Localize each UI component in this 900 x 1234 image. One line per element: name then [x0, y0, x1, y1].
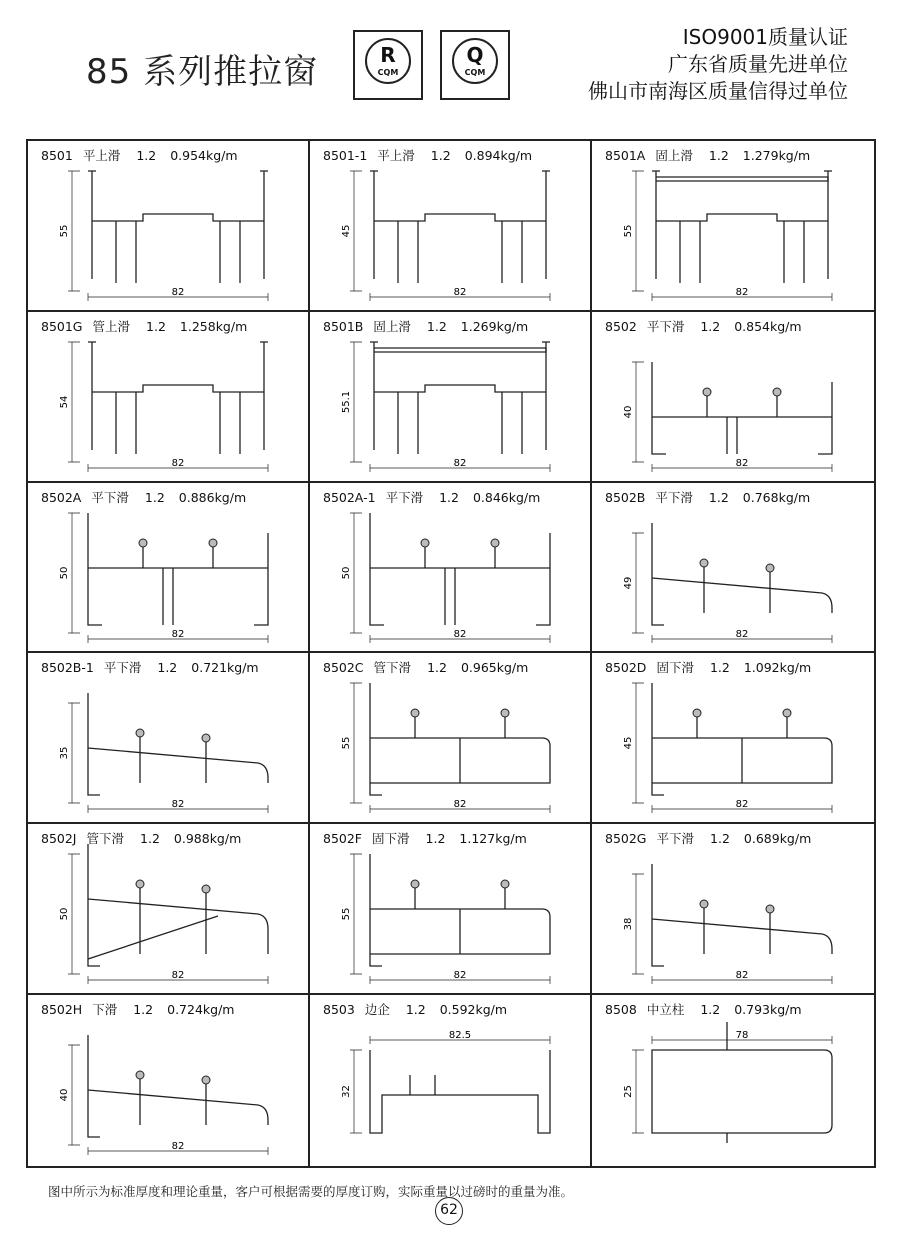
profile-thickness: 1.2: [430, 148, 451, 163]
profile-thickness: 1.2: [136, 148, 157, 163]
width-dimension-label: 82: [171, 799, 185, 811]
profile-thickness: 1.2: [146, 318, 166, 334]
profile-weight: 0.721kg/m: [191, 660, 259, 676]
profile-code: 8502F: [323, 831, 363, 847]
logo-mark: Q: [466, 43, 484, 67]
width-dimension-label: 82: [453, 970, 467, 982]
profile-thickness: 1.2: [710, 831, 730, 847]
profile-outline: [374, 385, 546, 392]
profile-bulb: [700, 900, 708, 908]
profile-outline: [140, 1079, 206, 1125]
profile-outline: [370, 854, 550, 966]
profile-bulb: [766, 564, 774, 572]
profile-weight: 0.854kg/m: [734, 318, 802, 334]
height-dimension-label: 55.1: [341, 390, 352, 413]
height-dimension-label: 40: [59, 1088, 70, 1102]
profile-bulb: [136, 1071, 144, 1079]
profile-weight: 0.793kg/m: [734, 1002, 802, 1018]
profile-outline: [116, 221, 240, 283]
profile-cell: [592, 995, 874, 1166]
profile-bulb: [501, 880, 509, 888]
profile-cell: [310, 141, 592, 312]
profile-outline: [652, 683, 832, 795]
width-dimension-label: 82: [735, 457, 749, 469]
profile-drawing: [28, 141, 310, 309]
width-dimension-label: 78: [735, 1030, 749, 1042]
profile-thickness: 1.2: [405, 1002, 426, 1018]
quality-mark-q-icon: [440, 30, 510, 100]
height-dimension-label: 50: [59, 566, 70, 580]
profile-weight: 0.689kg/m: [743, 831, 812, 847]
height-dimension-label: 25: [623, 1085, 634, 1099]
profile-outline: [652, 1050, 832, 1133]
profile-outline: [163, 568, 173, 625]
profile-drawing: [310, 653, 592, 821]
profile-name: 固上滑: [373, 318, 411, 334]
profile-bulb: [202, 1076, 210, 1084]
profile-drawing: [592, 653, 874, 821]
profile-outline: [370, 683, 550, 795]
profile-thickness: 1.2: [140, 831, 160, 847]
height-dimension-label: 40: [623, 405, 634, 419]
profile-bulb: [421, 539, 429, 547]
height-dimension-label: 55: [59, 224, 70, 238]
profile-thickness: 1.2: [700, 318, 721, 334]
profile-thickness: 1.2: [133, 1002, 154, 1018]
profile-outline: [398, 221, 522, 283]
width-dimension-label: 82: [735, 628, 749, 640]
profile-cell: [592, 824, 874, 995]
profile-outline: [680, 221, 804, 283]
profile-thickness: 1.2: [157, 660, 178, 676]
height-dimension-label: 50: [341, 566, 352, 580]
profile-weight: 0.886kg/m: [178, 489, 247, 505]
height-dimension-label: 45: [341, 224, 352, 238]
height-dimension-label: 55: [341, 907, 352, 921]
profile-name: 管下滑: [86, 831, 125, 847]
profile-outline: [707, 396, 777, 417]
profile-weight: 0.988kg/m: [173, 831, 242, 847]
profile-code: 8501-1: [323, 148, 368, 163]
profile-outline: [370, 342, 550, 450]
profile-outline: [425, 547, 495, 568]
profile-bulb: [136, 729, 144, 737]
profile-cell: [310, 312, 592, 483]
certifications: [588, 24, 848, 105]
profile-name: 平下滑: [91, 489, 129, 505]
profile-outline: [652, 864, 832, 966]
profile-name: 固上滑: [655, 148, 693, 163]
profile-code: 8502A: [41, 489, 82, 505]
profile-drawing: [592, 995, 874, 1163]
height-dimension-label: 32: [341, 1085, 352, 1099]
profile-code: 8508: [605, 1002, 637, 1018]
page-title: 85 系列推拉窗: [86, 52, 319, 92]
profile-cell: [28, 824, 310, 995]
profile-drawing: [28, 312, 310, 480]
profile-outline: [88, 916, 218, 959]
profile-drawing: [310, 995, 592, 1163]
profile-bulb: [703, 388, 711, 396]
profile-outline: [88, 513, 268, 625]
profile-outline: [652, 362, 832, 454]
profile-code: 8502G: [605, 831, 647, 847]
page-number: 62: [435, 1197, 463, 1225]
profile-cell: [28, 483, 310, 654]
profile-name: 管上滑: [92, 318, 131, 334]
profile-bulb: [693, 709, 701, 717]
profile-bulb: [209, 539, 217, 547]
profile-bulb: [700, 559, 708, 567]
profile-outline: [140, 737, 206, 783]
profile-outline: [88, 693, 268, 795]
profile-bulb: [202, 734, 210, 742]
width-dimension-label: 82: [171, 970, 185, 982]
profile-outline: [727, 417, 737, 454]
profile-outline: [374, 348, 546, 352]
profile-outline: [410, 1075, 435, 1095]
profile-name: 平下滑: [103, 660, 142, 676]
profile-bulb: [491, 539, 499, 547]
height-dimension-label: 35: [59, 747, 70, 760]
profile-name: 平下滑: [656, 831, 695, 847]
profile-drawing: [592, 824, 874, 992]
width-dimension-label: 82: [735, 287, 749, 298]
height-dimension-label: 50: [59, 907, 70, 921]
profile-cell: [592, 483, 874, 654]
footnote: 图中所示为标准厚度和理论重量，客户可根据需要的厚度订购，实际重量以过磅时的重量为准。: [48, 1184, 574, 1199]
profile-outline: [370, 513, 550, 625]
profile-name: 平上滑: [82, 148, 121, 163]
profile-code: 8503: [323, 1002, 355, 1018]
profile-code: 8502B: [605, 489, 646, 505]
profile-outline: [652, 523, 832, 625]
height-dimension-label: 45: [623, 737, 634, 750]
profile-bulb: [136, 880, 144, 888]
width-dimension-label: 82: [735, 799, 749, 811]
profile-outline: [88, 171, 268, 279]
height-dimension-label: 49: [623, 576, 634, 590]
profile-weight: 1.092kg/m: [743, 660, 812, 676]
profile-name: 边企: [364, 1002, 390, 1018]
height-dimension-label: 38: [623, 917, 634, 931]
profile-drawing: [28, 483, 310, 651]
profile-code: 8502B-1: [41, 660, 94, 676]
width-dimension-label: 82: [735, 970, 749, 982]
profile-cell: [592, 312, 874, 483]
profile-thickness: 1.2: [144, 489, 165, 505]
profile-cell: [28, 995, 310, 1166]
profile-outline: [88, 342, 268, 450]
profile-weight: 0.768kg/m: [742, 489, 811, 505]
profile-bulb: [501, 709, 509, 717]
profile-code: 8501G: [41, 318, 83, 334]
profile-name: 平下滑: [646, 318, 685, 334]
width-dimension-label: 82: [171, 628, 185, 640]
profile-thickness: 1.2: [708, 489, 729, 505]
profile-weight: 0.724kg/m: [167, 1002, 235, 1018]
profile-thickness: 1.2: [700, 1002, 721, 1018]
cert-line: ISO9001质量认证: [682, 25, 848, 49]
height-dimension-label: 55: [341, 737, 352, 750]
profile-name: 平上滑: [377, 148, 415, 163]
cert-line: 佛山市南海区质量信得过单位: [588, 79, 848, 103]
profile-thickness: 1.2: [426, 318, 447, 334]
width-dimension-label: 82: [453, 457, 467, 469]
quality-mark-r-icon: [353, 30, 423, 100]
profile-bulb: [139, 539, 147, 547]
profile-outline: [415, 717, 505, 738]
profile-name: 平下滑: [655, 489, 693, 505]
profile-weight: 0.846kg/m: [472, 489, 541, 505]
profile-cell: [592, 141, 874, 312]
profile-weight: 1.127kg/m: [459, 831, 527, 847]
logo-mark: R: [380, 43, 396, 67]
cert-line: 广东省质量先进单位: [668, 52, 848, 76]
profile-bulb: [766, 905, 774, 913]
width-dimension-label: 82: [453, 628, 467, 640]
profile-name: 平下滑: [385, 489, 424, 505]
profile-code: 8502: [605, 318, 637, 334]
profile-outline: [370, 171, 550, 279]
profile-thickness: 1.2: [425, 831, 446, 847]
profile-cell: [310, 483, 592, 654]
profile-outline: [652, 171, 832, 279]
profile-bulb: [773, 388, 781, 396]
profile-thickness: 1.2: [427, 660, 447, 676]
profile-bulb: [411, 880, 419, 888]
profile-outline: [370, 1050, 550, 1133]
profile-bulb: [411, 709, 419, 717]
profile-outline: [374, 214, 546, 221]
logo-abbr: CQM: [464, 68, 486, 77]
width-dimension-label: 82: [171, 1141, 185, 1153]
profile-outline: [88, 844, 268, 966]
profile-cell: [28, 653, 310, 824]
profile-weight: 0.894kg/m: [464, 148, 533, 163]
profile-code: 8502C: [323, 660, 364, 676]
profile-name: 固下滑: [372, 831, 410, 847]
profile-outline: [88, 1035, 268, 1137]
profile-name: 下滑: [92, 1002, 118, 1018]
profile-bulb: [202, 885, 210, 893]
profile-weight: 1.258kg/m: [179, 318, 248, 334]
profile-bulb: [783, 709, 791, 717]
profile-drawing: [310, 824, 592, 992]
profile-outline: [143, 547, 213, 568]
logo-abbr: CQM: [377, 68, 399, 77]
profile-weight: 0.954kg/m: [170, 148, 238, 163]
profile-outline: [704, 908, 770, 954]
profile-weight: 0.592kg/m: [439, 1002, 508, 1018]
height-dimension-label: 55: [623, 224, 634, 238]
profile-drawing: [310, 312, 592, 480]
profile-outline: [116, 392, 240, 454]
profile-thickness: 1.2: [439, 489, 459, 505]
profile-code: 8501B: [323, 318, 364, 334]
profile-name: 固下滑: [656, 660, 694, 676]
profile-drawing: [310, 141, 592, 309]
profile-weight: 1.279kg/m: [742, 148, 811, 163]
profile-code: 8502A-1: [323, 489, 376, 505]
profile-outline: [398, 392, 522, 454]
profile-cell: [310, 995, 592, 1166]
profile-drawing: [28, 824, 310, 992]
width-dimension-label: 82: [453, 799, 467, 811]
profile-code: 8501: [41, 148, 73, 163]
profile-outline: [415, 888, 505, 909]
profile-name: 中立柱: [646, 1002, 685, 1018]
profile-catalog-grid: [26, 139, 876, 1168]
profile-name: 管下滑: [373, 660, 412, 676]
profile-outline: [140, 888, 206, 954]
profile-drawing: [28, 995, 310, 1163]
profile-outline: [656, 214, 828, 221]
profile-outline: [704, 567, 770, 613]
profile-outline: [92, 385, 264, 392]
profile-outline: [92, 214, 264, 221]
profile-cell: [310, 653, 592, 824]
width-dimension-label: 82.5: [448, 1030, 472, 1042]
width-dimension-label: 82: [171, 287, 185, 298]
profile-code: 8501A: [605, 148, 646, 163]
height-dimension-label: 54: [59, 395, 70, 409]
profile-drawing: [310, 483, 592, 651]
profile-code: 8502J: [41, 831, 77, 847]
profile-outline: [445, 568, 455, 625]
profile-thickness: 1.2: [708, 148, 729, 163]
profile-drawing: [592, 141, 874, 309]
profile-code: 8502H: [41, 1002, 83, 1018]
width-dimension-label: 82: [171, 457, 185, 469]
profile-drawing: [592, 483, 874, 651]
profile-cell: [310, 824, 592, 995]
profile-cell: [592, 653, 874, 824]
profile-drawing: [28, 653, 310, 821]
profile-cell: [28, 141, 310, 312]
profile-weight: 1.269kg/m: [460, 318, 529, 334]
profile-outline: [697, 717, 787, 738]
width-dimension-label: 82: [453, 287, 467, 298]
profile-outline: [656, 177, 828, 181]
profile-drawing: [592, 312, 874, 480]
profile-thickness: 1.2: [709, 660, 730, 676]
profile-code: 8502D: [605, 660, 647, 676]
profile-cell: [28, 312, 310, 483]
profile-weight: 0.965kg/m: [460, 660, 529, 676]
